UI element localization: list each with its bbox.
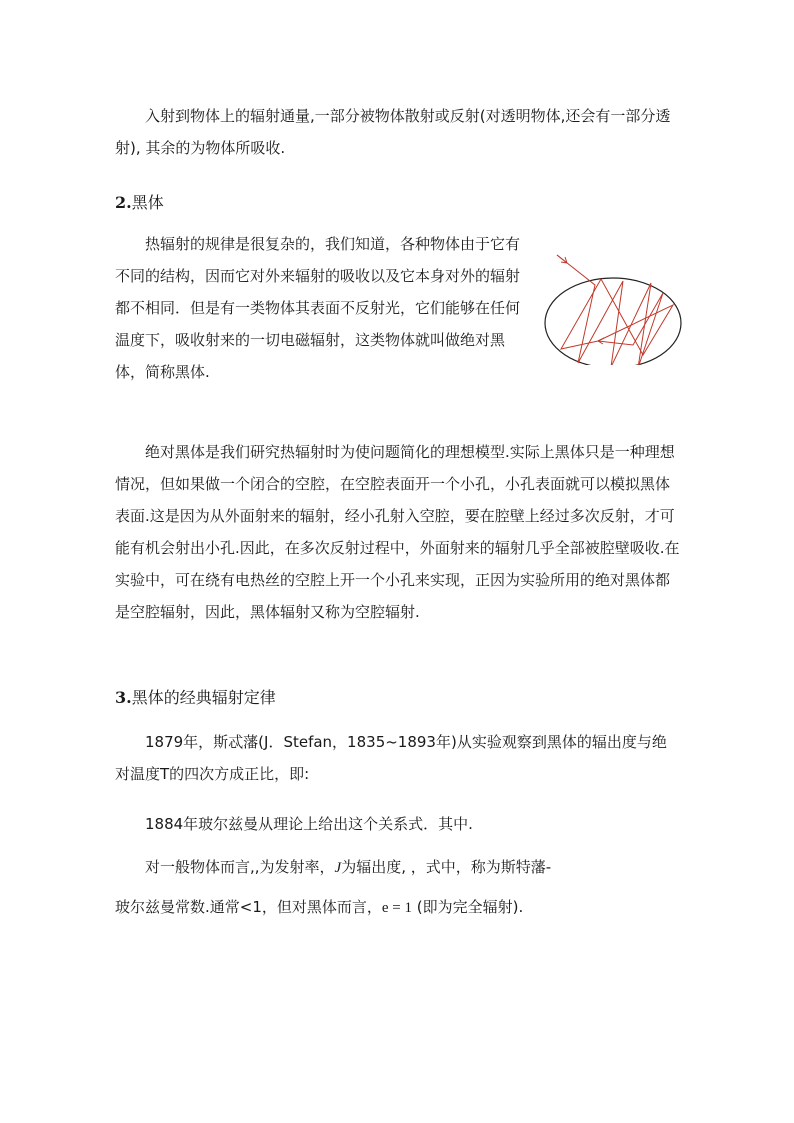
heading-text: 黑体的经典辐射定律 (131, 688, 276, 707)
heading-classical-laws (115, 686, 276, 710)
symbol-j: J (334, 860, 342, 876)
equation-e-equals-1: e = 1 (381, 900, 413, 916)
paragraph-stefan: 1879年，斯忒藩(J．Stefan，1835~1893年)从实验观察到黑体的辐出度与绝对温度T的四次方成正比，即: (115, 733, 667, 783)
heading-blackbody (115, 191, 164, 215)
paragraph-emissivity: 对一般物体而言,,为发射率，J为辐出度, ，式中，称为斯特藩- (145, 858, 552, 876)
heading-number: 2. (115, 193, 132, 212)
paragraph-boltzmann: 1884年玻尔兹曼从理论上给出这个关系式．其中. (145, 815, 473, 833)
paragraph-blackbody-definition: 热辐射的规律是很复杂的，我们知道，各种物体由于它有不同的结构，因而它对外来辐射的吸收以及它本身对外的辐射都不相同．但是有一类物体其表面不反射光，它们能够在任何温度下，吸收射来的一切电磁辐射，这类物体就叫做绝对黑体，简称黑体. (115, 235, 521, 381)
blackbody-cavity-diagram (543, 245, 683, 365)
reflected-rays (557, 255, 673, 365)
incident-arrow-icon (557, 255, 567, 263)
heading-number: 3. (115, 688, 132, 707)
paragraph-constant: 玻尔兹曼常数.通常<1，但对黑体而言，e = 1 (即为完全辐射). (115, 898, 524, 916)
heading-text: 黑体 (131, 193, 164, 212)
paragraph-intro: 入射到物体上的辐射通量,一部分被物体散射或反射(对透明物体,还会有一部分透射), 其余的为物体所吸收. (115, 107, 671, 157)
paragraph-ideal-model: 绝对黑体是我们研究热辐射时为使问题简化的理想模型.实际上黑体只是一种理想情况，但如果做一个闭合的空腔，在空腔表面开一个小孔，小孔表面就可以模拟黑体表面.这是因为从外面射来的辐射，经小孔射入空腔，要在腔壁上经过多次反射，才可能有机会射出小孔.因此，在多次反射过程中，外面射来的辐射几乎全部被腔壁吸收.在实验中，可在绕有电热丝的空腔上开一个小孔来实现，正因为实验所用的绝对黑体都是空腔辐射，因此，黑体辐射又称为空腔辐射. (115, 443, 680, 621)
